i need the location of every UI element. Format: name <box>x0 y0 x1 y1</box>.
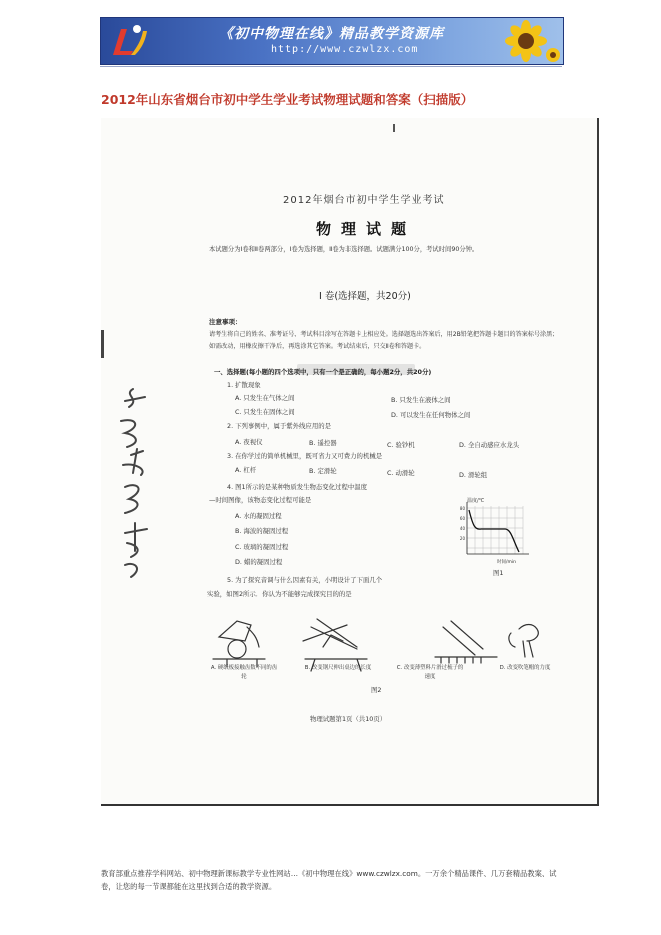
figure-2-caption-c: C. 改变薄塑料片滑过梳子的速度 <box>396 665 464 680</box>
exam-intro: 本试题分为Ⅰ卷和Ⅱ卷两部分，Ⅰ卷为选择题，Ⅱ卷为非选择题。试题满分100分，考试时间90分钟。 <box>209 246 479 253</box>
scanned-exam-page <box>101 118 599 806</box>
question-3: 3. 在你学过的简单机械里，既可省力又可费力的机械是 <box>227 452 383 460</box>
question-3-option-a: A. 杠杆 <box>235 466 257 474</box>
banner-url[interactable]: http://www.czwlzx.com <box>271 44 419 55</box>
question-2: 2. 下列事例中，属于紫外线应用的是 <box>227 422 331 430</box>
question-4-option-d: D. 蜡的凝固过程 <box>235 558 283 566</box>
banner-divider <box>100 66 562 67</box>
exam-page-number: 物理试题第1页（共10页） <box>310 715 387 723</box>
figure-1-graph <box>453 496 535 566</box>
question-3-option-d: D. 滑轮组 <box>459 471 488 479</box>
figure-2-caption-b: B. 改变钢尺伸出桌边的长度 <box>304 665 372 671</box>
question-5-line-2: 实验，如图2所示．你认为不能够完成探究目的的是 <box>207 590 352 598</box>
question-4-line-1: 4. 图1所示的是某种物质发生物态变化过程中温度 <box>227 483 368 491</box>
figure-1-caption: 图1 <box>493 569 504 577</box>
question-4-line-2: —时间图像，该物态变化过程可能是 <box>209 496 312 504</box>
question-3-option-b: B. 定滑轮 <box>309 467 337 475</box>
question-1: 1. 扩散现象 <box>227 381 261 389</box>
figure-2-caption-d: D. 改变吹笔帽的力度 <box>499 665 551 671</box>
question-4-option-c: C. 玻璃的凝固过程 <box>235 543 289 551</box>
scan-side-mark <box>101 330 104 358</box>
mcq-heading: 一、选择题(每小题的四个选项中，只有一个是正确的，每小题2分，共20分) <box>214 368 432 376</box>
banner-title: 《初中物理在线》精品教学资源库 <box>219 26 444 42</box>
question-2-option-b: B. 遥控器 <box>309 439 337 447</box>
graph-ytick: 20 <box>459 536 465 541</box>
graph-ytick: 80 <box>459 506 465 511</box>
graph-ytick: 40 <box>459 526 465 531</box>
site-footer-text: 教育部重点推荐学科网站、初中物理新课标教学专业性网站…《初中物理在线》www.czwlzx.com。一万余个精品课件、几万套精品教案、试卷，让您的每一节课都能在这里找到合适的教学资源。 <box>101 869 557 891</box>
question-2-option-a: A. 夜视仪 <box>235 438 263 446</box>
question-2-option-c: C. 验钞机 <box>387 441 415 449</box>
question-1-option-b: B. 只发生在液体之间 <box>391 396 451 404</box>
graph-ylabel: 温度/℃ <box>467 498 485 504</box>
question-1-option-a: A. 只发生在气体之间 <box>235 394 295 402</box>
scan-edge <box>597 118 599 804</box>
notice-title: 注意事项： <box>209 318 242 326</box>
exam-header: 2012年烟台市初中学生学业考试 <box>283 195 445 206</box>
question-1-option-d: D. 可以发生在任何物体之间 <box>391 411 471 419</box>
exam-subject: 物理试题 <box>316 220 417 238</box>
question-2-option-d: D. 全自动感应水龙头 <box>459 441 520 449</box>
scan-mark <box>393 124 395 132</box>
site-logo-icon <box>107 21 149 61</box>
page-title: 2012年山东省烟台市初中学生学业考试物理试题和答案（扫描版） <box>101 92 474 107</box>
sunflower-icon <box>491 19 561 63</box>
handwriting-scribble <box>111 383 159 583</box>
question-3-option-c: C. 动滑轮 <box>387 469 415 477</box>
graph-xlabel: 时间/min <box>497 560 517 565</box>
question-4-option-a: A. 水的凝固过程 <box>235 512 282 520</box>
notice-text: 请考生将自己的姓名、准考证号、考试科目涂写在答题卡上相应处。选择题选出答案后，用2B铅笔把答题卡题目的答案标号涂黑；如需改动，用橡皮擦干净后，再选涂其它答案。考试结束后，只交Ⅱ卷和答题卡。 <box>209 331 559 350</box>
site-banner <box>100 17 564 65</box>
figure-2-caption-a: A. 硬纸板接触齿数不同的齿轮 <box>210 665 278 680</box>
question-5-line-1: 5. 为了探究音调与什么因素有关，小明设计了下面几个 <box>227 576 383 584</box>
graph-ytick: 60 <box>459 516 465 521</box>
question-1-option-c: C. 只发生在固体之间 <box>235 408 295 416</box>
figure-2-label: 图2 <box>371 686 382 694</box>
question-4-option-b: B. 海波的凝固过程 <box>235 527 289 535</box>
section-heading: Ⅰ 卷(选择题，共20分) <box>319 291 411 302</box>
